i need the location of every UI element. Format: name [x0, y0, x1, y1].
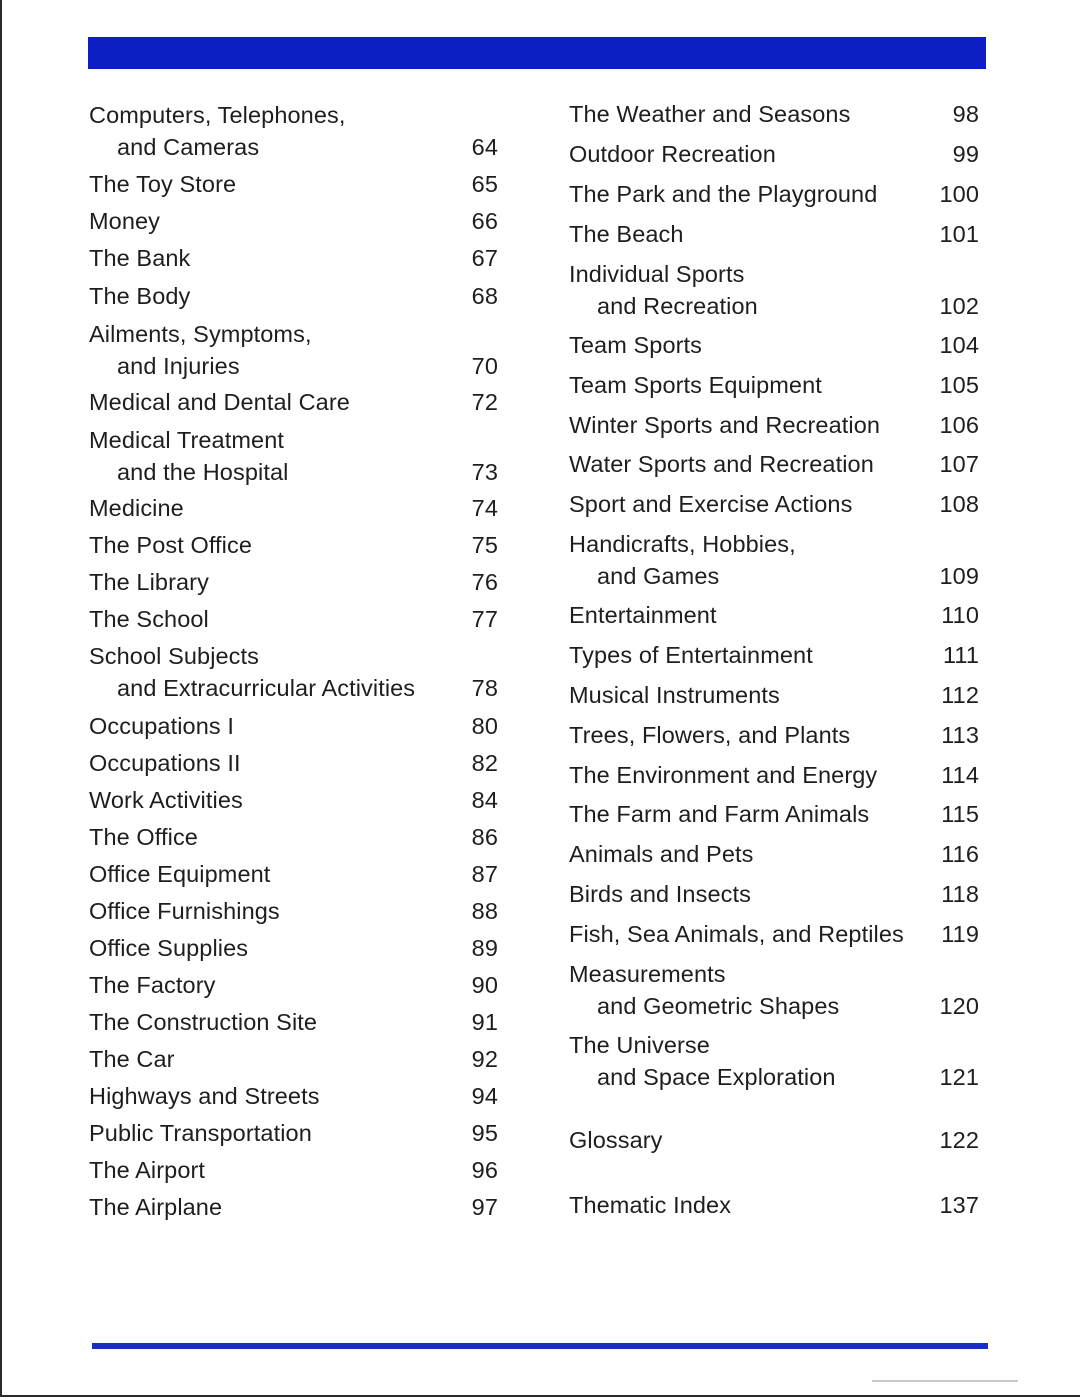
toc-entry [89, 1191, 498, 1223]
toc-page-number: 66 [471, 208, 498, 234]
toc-entry [89, 640, 498, 704]
toc-entry [89, 318, 498, 382]
toc-page-number: 114 [941, 762, 979, 788]
toc-page-number: 98 [952, 101, 979, 127]
toc-entry-title: Trees, Flowers, and Plants [569, 722, 851, 748]
toc-entry [89, 784, 498, 816]
toc-entry [89, 386, 498, 418]
toc-page-number: 120 [939, 993, 979, 1019]
toc-entry [89, 205, 498, 237]
toc-entry-title: Thematic Index [569, 1192, 732, 1218]
toc-entry-title: Entertainment [569, 602, 717, 628]
toc-page-number: 88 [471, 898, 498, 924]
toc-entry [569, 409, 979, 441]
toc-page-number: 122 [939, 1127, 979, 1153]
toc-entry-title: Office Supplies [89, 935, 249, 961]
toc-page-number: 104 [939, 332, 979, 358]
toc-page-number: 86 [471, 824, 498, 850]
toc-entry-title: Sport and Exercise Actions [569, 491, 853, 517]
toc-entry-title: Handicrafts, Hobbies, [569, 531, 796, 557]
toc-entry [89, 895, 498, 927]
toc-entry [89, 424, 498, 488]
toc-entry [89, 99, 498, 163]
toc-entry-title-continued: and Games [597, 563, 720, 589]
toc-entry-title: The Airport [89, 1157, 206, 1183]
toc-entry [89, 858, 498, 890]
scan-artifact-line [872, 1380, 1018, 1382]
toc-page-number: 99 [952, 141, 979, 167]
toc-entry-title-continued: and Geometric Shapes [597, 993, 840, 1019]
toc-entry [89, 242, 498, 274]
toc-page-number: 80 [471, 713, 498, 739]
toc-entry [89, 529, 498, 561]
toc-page-number: 72 [471, 389, 498, 415]
toc-entry [89, 747, 498, 779]
toc-entry [89, 280, 498, 312]
toc-page-number: 121 [939, 1064, 979, 1090]
toc-entry-title: Ailments, Symptoms, [89, 321, 312, 347]
toc-entry-title-continued: and the Hospital [117, 459, 289, 485]
toc-page-number: 112 [941, 682, 979, 708]
toc-entry [89, 821, 498, 853]
toc-entry-title: The Bank [89, 245, 191, 271]
toc-entry-title: The Body [89, 283, 191, 309]
toc-entry-title: Animals and Pets [569, 841, 754, 867]
toc-entry-title: The Toy Store [89, 171, 237, 197]
toc-page-number: 74 [471, 495, 498, 521]
toc-entry-title: School Subjects [89, 643, 260, 669]
toc-page-number: 76 [471, 569, 498, 595]
toc-entry-title: Team Sports Equipment [569, 372, 822, 398]
toc-entry-title-continued: and Injuries [117, 353, 240, 379]
toc-entry-title: Winter Sports and Recreation [569, 412, 881, 438]
toc-entry [569, 958, 979, 1022]
toc-entry-title: Public Transportation [89, 1120, 312, 1146]
toc-entry-title: Types of Entertainment [569, 642, 813, 668]
toc-page-number: 108 [939, 491, 979, 517]
toc-entry [569, 369, 979, 401]
toc-page-number: 137 [939, 1192, 979, 1218]
toc-entry-title: The Library [89, 569, 209, 595]
header-color-bar [88, 37, 986, 69]
toc-entry [569, 1124, 979, 1156]
toc-entry [569, 258, 979, 322]
toc-page-number: 65 [471, 171, 498, 197]
toc-page-number: 113 [941, 722, 979, 748]
footer-rule [92, 1343, 988, 1349]
toc-page-number: 119 [941, 921, 979, 947]
toc-entry [89, 1080, 498, 1112]
toc-entry [569, 488, 979, 520]
toc-entry-title: Measurements [569, 961, 726, 987]
toc-entry-title: The Office [89, 824, 198, 850]
toc-page-number: 77 [471, 606, 498, 632]
toc-entry [569, 719, 979, 751]
toc-entry-title: The Post Office [89, 532, 253, 558]
toc-entry [89, 1154, 498, 1186]
toc-entry-title: Highways and Streets [89, 1083, 320, 1109]
toc-page-number: 109 [939, 563, 979, 589]
toc-entry-title: The Environment and Energy [569, 762, 878, 788]
toc-entry-title: Musical Instruments [569, 682, 780, 708]
toc-entry [569, 838, 979, 870]
toc-entry-title: Computers, Telephones, [89, 102, 346, 128]
toc-entry-title: The Beach [569, 221, 684, 247]
toc-entry [569, 679, 979, 711]
toc-entry-title: Occupations I [89, 713, 234, 739]
toc-page-number: 94 [471, 1083, 498, 1109]
toc-entry [569, 918, 979, 950]
toc-entry-title: Money [89, 208, 161, 234]
toc-page-number: 116 [941, 841, 979, 867]
toc-page-number: 78 [471, 675, 498, 701]
toc-entry [89, 932, 498, 964]
toc-page-number: 105 [939, 372, 979, 398]
toc-entry-title: Work Activities [89, 787, 243, 813]
toc-entry-title: The Weather and Seasons [569, 101, 851, 127]
toc-entry [569, 218, 979, 250]
toc-page-number: 100 [939, 181, 979, 207]
toc-page-number: 64 [471, 134, 498, 160]
toc-entry-title: Outdoor Recreation [569, 141, 776, 167]
toc-entry [569, 798, 979, 830]
toc-page-number: 110 [941, 602, 979, 628]
toc-entry [89, 1043, 498, 1075]
toc-page-number: 96 [471, 1157, 498, 1183]
toc-entry [569, 1189, 979, 1221]
toc-entry [569, 329, 979, 361]
toc-page-number: 97 [471, 1194, 498, 1220]
toc-page-number: 87 [471, 861, 498, 887]
toc-entry-title: The Airplane [89, 1194, 223, 1220]
toc-entry-title-continued: and Cameras [117, 134, 260, 160]
toc-entry [569, 878, 979, 910]
toc-page-number: 75 [471, 532, 498, 558]
toc-page-number: 106 [939, 412, 979, 438]
toc-entry [89, 1006, 498, 1038]
toc-entry [569, 528, 979, 592]
toc-entry [569, 98, 979, 130]
toc-entry-title: Office Furnishings [89, 898, 280, 924]
toc-entry-title: The Factory [89, 972, 216, 998]
toc-entry-title: Medical and Dental Care [89, 389, 350, 415]
toc-entry [569, 759, 979, 791]
toc-entry [89, 492, 498, 524]
toc-page-number: 111 [942, 642, 979, 668]
toc-entry-title: The Universe [569, 1032, 710, 1058]
toc-entry [89, 603, 498, 635]
toc-page-number: 82 [471, 750, 498, 776]
toc-entry-title: Medical Treatment [89, 427, 285, 453]
toc-entry-title: Team Sports [569, 332, 703, 358]
toc-entry [89, 969, 498, 1001]
toc-entry-title: Fish, Sea Animals, and Reptiles [569, 921, 904, 947]
toc-page-number: 68 [471, 283, 498, 309]
toc-page-number: 101 [939, 221, 979, 247]
toc-entry [89, 566, 498, 598]
toc-entry [569, 1029, 979, 1093]
toc-page-number: 92 [471, 1046, 498, 1072]
toc-page-number: 89 [471, 935, 498, 961]
toc-entry-title: Birds and Insects [569, 881, 751, 907]
toc-entry-title: The Construction Site [89, 1009, 318, 1035]
toc-page-number: 91 [471, 1009, 498, 1035]
toc-page-number: 90 [471, 972, 498, 998]
toc-entry-title: Office Equipment [89, 861, 271, 887]
toc-page-number: 115 [941, 801, 979, 827]
toc-page-number: 73 [471, 459, 498, 485]
toc-entry-title: The Car [89, 1046, 175, 1072]
toc-entry [569, 448, 979, 480]
toc-entry [569, 138, 979, 170]
toc-entry-title-continued: and Space Exploration [597, 1064, 836, 1090]
toc-entry [569, 178, 979, 210]
toc-entry-title: The School [89, 606, 209, 632]
toc-entry-title: Occupations II [89, 750, 241, 776]
toc-page-number: 107 [939, 451, 979, 477]
toc-entry-title: Glossary [569, 1127, 663, 1153]
toc-entry-title: The Farm and Farm Animals [569, 801, 870, 827]
toc-entry-title: Medicine [89, 495, 184, 521]
toc-page-number: 67 [471, 245, 498, 271]
toc-entry-title-continued: and Extracurricular Activities [117, 675, 416, 701]
toc-page-number: 95 [471, 1120, 498, 1146]
toc-entry [569, 599, 979, 631]
toc-entry [89, 1117, 498, 1149]
toc-entry-title-continued: and Recreation [597, 293, 758, 319]
toc-entry-title: Individual Sports [569, 261, 745, 287]
toc-page-number: 102 [939, 293, 979, 319]
toc-entry-title: Water Sports and Recreation [569, 451, 874, 477]
toc-entry [89, 710, 498, 742]
toc-page-number: 84 [471, 787, 498, 813]
toc-page-number: 70 [471, 353, 498, 379]
toc-entry [569, 639, 979, 671]
toc-entry [89, 168, 498, 200]
toc-page-number: 118 [941, 881, 979, 907]
toc-entry-title: The Park and the Playground [569, 181, 878, 207]
